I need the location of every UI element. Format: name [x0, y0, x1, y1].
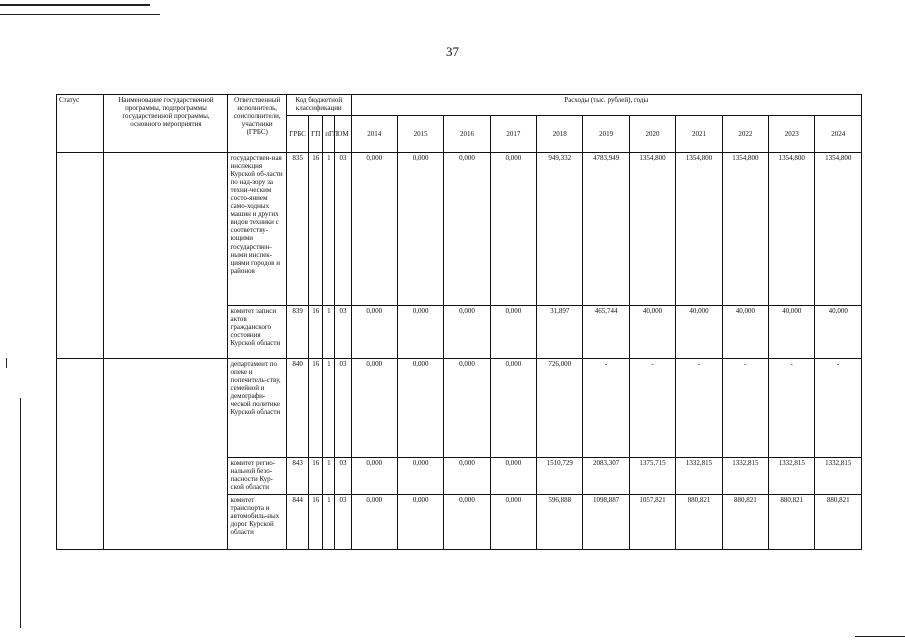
table-row — [57, 153, 862, 306]
year-header-2022: 2022 — [722, 116, 768, 153]
code-cell: 03 — [335, 495, 351, 550]
value-cell: 2083,307 — [583, 458, 629, 495]
year-header-2024: 2024 — [815, 116, 862, 153]
value-cell: 40,000 — [629, 306, 675, 359]
value-cell: 1354,800 — [629, 153, 675, 306]
code-cell: 03 — [335, 153, 351, 306]
status-cell — [57, 153, 104, 359]
value-cell: 0,000 — [490, 458, 536, 495]
code-cell: 16 — [309, 359, 323, 458]
scan-mark-left-tick — [6, 358, 7, 368]
value-cell: 1332,815 — [815, 458, 862, 495]
value-cell: 0,000 — [351, 359, 397, 458]
code-header-om: ОМ — [335, 116, 351, 153]
code-cell: 843 — [286, 458, 308, 495]
value-cell: 0,000 — [444, 153, 490, 306]
year-header-2018: 2018 — [537, 116, 583, 153]
value-cell: 40,000 — [722, 306, 768, 359]
value-cell: - — [722, 359, 768, 458]
value-cell: - — [676, 359, 722, 458]
value-cell: 0,000 — [490, 495, 536, 550]
scan-mark-left-edge — [20, 398, 21, 628]
code-cell: 840 — [286, 359, 308, 458]
code-cell: 839 — [286, 306, 308, 359]
value-cell: 0,000 — [351, 495, 397, 550]
value-cell: 0,000 — [490, 306, 536, 359]
value-cell: 1510,729 — [537, 458, 583, 495]
value-cell: 0,000 — [444, 306, 490, 359]
code-header-gp: ГП — [309, 116, 323, 153]
value-cell: 1354,800 — [722, 153, 768, 306]
value-cell: 880,821 — [815, 495, 862, 550]
value-cell: 1098,887 — [583, 495, 629, 550]
value-cell: 596,888 — [537, 495, 583, 550]
executor-cell: комитет записи актов гражданского состояния Курской области — [228, 306, 287, 359]
code-cell: 03 — [335, 306, 351, 359]
value-cell: - — [815, 359, 862, 458]
code-header-pgp: пГП — [323, 116, 335, 153]
table-row — [57, 359, 862, 458]
year-header-2017: 2017 — [490, 116, 536, 153]
year-header-2015: 2015 — [397, 116, 443, 153]
value-cell: - — [629, 359, 675, 458]
value-cell: 0,000 — [397, 153, 443, 306]
value-cell: - — [583, 359, 629, 458]
code-cell: 16 — [309, 153, 323, 306]
value-cell: 1057,821 — [629, 495, 675, 550]
expenses-header: Расходы (тыс. рублей), годы — [351, 95, 861, 116]
value-cell: 1332,815 — [722, 458, 768, 495]
value-cell: 726,000 — [537, 359, 583, 458]
executor-cell: государствен-ная инспекция Курской об-ласти по над-зору за техни-ческим состо-янием само-ходных машин и других видов техники с соответству-ющими государствен-ными инспек-циями городов и районов — [228, 153, 287, 306]
value-cell: 4783,949 — [583, 153, 629, 306]
value-cell: - — [769, 359, 815, 458]
code-cell: 1 — [323, 458, 335, 495]
year-header-2023: 2023 — [769, 116, 815, 153]
value-cell: 880,821 — [722, 495, 768, 550]
value-cell: 0,000 — [351, 153, 397, 306]
name-cell — [104, 153, 228, 359]
year-header-2020: 2020 — [629, 116, 675, 153]
value-cell: 0,000 — [351, 458, 397, 495]
value-cell: 40,000 — [769, 306, 815, 359]
scan-mark-bottom-right — [855, 636, 905, 637]
scan-mark-top-left — [0, 4, 150, 6]
value-cell: 949,332 — [537, 153, 583, 306]
code-cell: 16 — [309, 306, 323, 359]
name-cell — [104, 359, 228, 550]
code-cell: 844 — [286, 495, 308, 550]
value-cell: 0,000 — [397, 359, 443, 458]
value-cell: 880,821 — [676, 495, 722, 550]
code-header-grbs: ГРБС — [286, 116, 308, 153]
value-cell: 0,000 — [397, 495, 443, 550]
year-header-2021: 2021 — [676, 116, 722, 153]
year-header-2016: 2016 — [444, 116, 490, 153]
header-row-1 — [57, 95, 862, 116]
status-header: Статус — [57, 95, 104, 153]
value-cell: 1375,715 — [629, 458, 675, 495]
value-cell: 40,000 — [815, 306, 862, 359]
value-cell: 0,000 — [444, 458, 490, 495]
value-cell: 0,000 — [444, 359, 490, 458]
value-cell: 465,744 — [583, 306, 629, 359]
value-cell: 0,000 — [490, 359, 536, 458]
code-cell: 1 — [323, 359, 335, 458]
value-cell: 1332,815 — [769, 458, 815, 495]
executor-cell: департамент по опеке и попечитель-ству, семейной и демографи-ческой политике Курской области — [228, 359, 287, 458]
budget-code-header: Код бюджетной классификации — [286, 95, 351, 116]
code-cell: 03 — [335, 359, 351, 458]
executor-cell: комитет регио-нальной безо-пасности Кур-ской области — [228, 458, 287, 495]
value-cell: 31,897 — [537, 306, 583, 359]
name-header: Наименование государственной программы, подпрограммы государственной программы, основного мероприятия — [104, 95, 228, 153]
value-cell: 0,000 — [351, 306, 397, 359]
status-cell — [57, 359, 104, 550]
value-cell: 40,000 — [676, 306, 722, 359]
year-header-2014: 2014 — [351, 116, 397, 153]
value-cell: 0,000 — [397, 306, 443, 359]
code-cell: 16 — [309, 495, 323, 550]
scan-mark-top-left-thin — [0, 14, 160, 15]
value-cell: 0,000 — [397, 458, 443, 495]
value-cell: 0,000 — [490, 153, 536, 306]
value-cell: 1332,815 — [676, 458, 722, 495]
value-cell: 1354,800 — [769, 153, 815, 306]
code-cell: 1 — [323, 495, 335, 550]
page-number: 37 — [446, 44, 459, 59]
code-cell: 1 — [323, 153, 335, 306]
year-header-2019: 2019 — [583, 116, 629, 153]
value-cell: 0,000 — [444, 495, 490, 550]
code-cell: 835 — [286, 153, 308, 306]
value-cell: 1354,800 — [676, 153, 722, 306]
code-cell: 03 — [335, 458, 351, 495]
value-cell: 880,821 — [769, 495, 815, 550]
executor-cell: комитет транспорта и автомобиль-ных дорог Курской области — [228, 495, 287, 550]
executor-header: Ответственный исполнитель, соисполнители, участники (ГРБС) — [228, 95, 287, 153]
code-cell: 1 — [323, 306, 335, 359]
code-cell: 16 — [309, 458, 323, 495]
budget-table — [56, 94, 862, 550]
value-cell: 1354,800 — [815, 153, 862, 306]
